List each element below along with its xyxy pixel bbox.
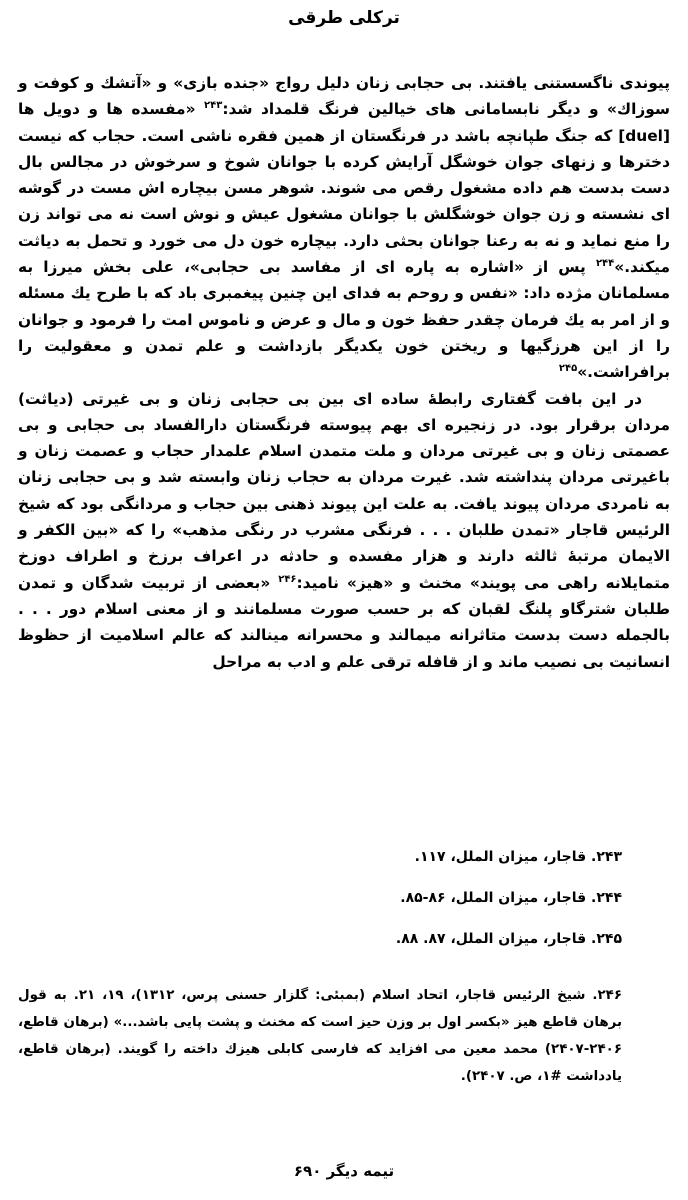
footnote-246: ۲۴۶. شیخ الرئیس قاجار، اتحاد اسلام (بمبئی: گلزار حسنی پرس، ۱۳۱۲)، ۱۹، ۲۱. به قول برهان قاطع هیز «بکسر اول بر وزن حیز است که مخنث و پشت پایی باشد...» (برهان قاطع، ۲۴۰۶-۲۴۰۷) محمد معین می افزاید که فارسی کابلی هیزك داخته را گویند. (برهان قاطع، یادداشت #۱، ص. ۲۴۰۷). — [18, 988, 622, 1084]
page-number: تیمه دیگر ۶۹۰ — [293, 1162, 395, 1180]
footnote-244: ۲۴۴. قاجار، میزان الملل، ۸۶-۸۵. — [400, 890, 622, 906]
running-head: ترکلی طرقی — [288, 8, 400, 28]
footnotes — [18, 845, 670, 1090]
paragraph-1-text: پیوندی ناگسستنی یافتند. بی حجابی زنان دلیل رواج «جنده بازی» و «آتشك و کوفت و سوزاك» و دیگر نابسامانی های خیالین فرنگ قلمداد شد: — [18, 74, 670, 119]
footnote-ref-243: ۲۴۳ — [204, 100, 223, 112]
paragraph-1-quote: «مفسده ها و دویل ها [duel] که جنگ طپانچه باشد در فرنگستان از همین فقره ناشی است. حجاب که نیست دخترها و زنهای جوان خوشگل آرایش کرده با جوانان شوخ و سرخوش در مجالس بال دست بدست هم داده مشغول رقص می شوند. شوهر مسن بیچاره اش مست در گوشه ای نشسته و زن جوان خوشگلش با جوانان مشغول عیش و نوش است نه می تواند زن را منع نماید و نه به رعنا جوانان بحثی دارد. بیچاره خون دل می خورد و تحمل به دیاثت میکند.» — [18, 100, 670, 277]
paragraph-1-continuation: پس از «اشاره به پاره ای از مفاسد بی حجابی»، علی بخش میرزا به مسلمانان مژده داد: «نفس و روحم به فدای این چنین پیغمبری باد که با طرح یك مسئله و از امر به یك فرمان چقدر حفظ خون و مال و عرض و ناموس امت را فرمود و جوانان را از این هرزگیها و ریختن خون یکدیگر بازداشت و علم تمدن و معقولیت را برافراشت.» — [18, 258, 670, 382]
footnote-ref-245: ۲۴۵ — [558, 363, 578, 375]
footnote-ref-244: ۲۴۴ — [595, 257, 615, 269]
footnote-245: ۲۴۵. قاجار، میزان الملل، ۸۷. ۸۸. — [395, 931, 622, 947]
footnote-ref-246: ۲۴۶ — [278, 573, 297, 585]
paragraph-2 — [18, 386, 670, 675]
body-text — [18, 70, 670, 675]
footnote-243: ۲۴۳. قاجار، میزان الملل، ۱۱۷. — [414, 849, 622, 865]
paragraph-2-text: در این بافت گفتاری رابطهٔ ساده ای بین بی حجابی زنان و بی غیرتی (دیاثت) مردان برقرار بود. در زنجیره ای بهم پیوسته فرنگستان دارالفساد بی حجابی و بی عصمتی زنان و بی غیرتی مردان و ملت متمدن اسلام علمدار حجاب و عصمت زنان و باغیرتی مردان پنداشته شد. غیرت مردان به حجاب زنان وابسته شد و بی حجابی زنان به نامردی مردان پیوند یافت. به علت این پیوند ذهنی بین حجاب و مردانگی بود که شیخ الرئیس قاجار «تمدن طلبان . . . فرنگی مشرب در رنگی مذهب» را که «بین الکفر و الایمان مرتبهٔ ثالثه دارند و هزار مفسده و حادثه در اعراف برزخ و اطراف دوزخ متمایلانه راهی می پویند» مخنث و «هیز» نامید: — [18, 389, 670, 592]
paragraph-1 — [18, 70, 670, 386]
paragraph-2-quote: «بعضی از تربیت شدگان و تمدن طلبان شترگاو پلنگ لقبان که بر حسب صورت مسلمانند و از معنی اسلام دور . . . بالجمله دست بدست متاثرانه میمالند و محسرانه مینالند که عالم اسلامیت از حظوظ انسانیت بی نصیب ماند و از قافله ترقی علم و ادب به مراحل — [18, 573, 670, 671]
